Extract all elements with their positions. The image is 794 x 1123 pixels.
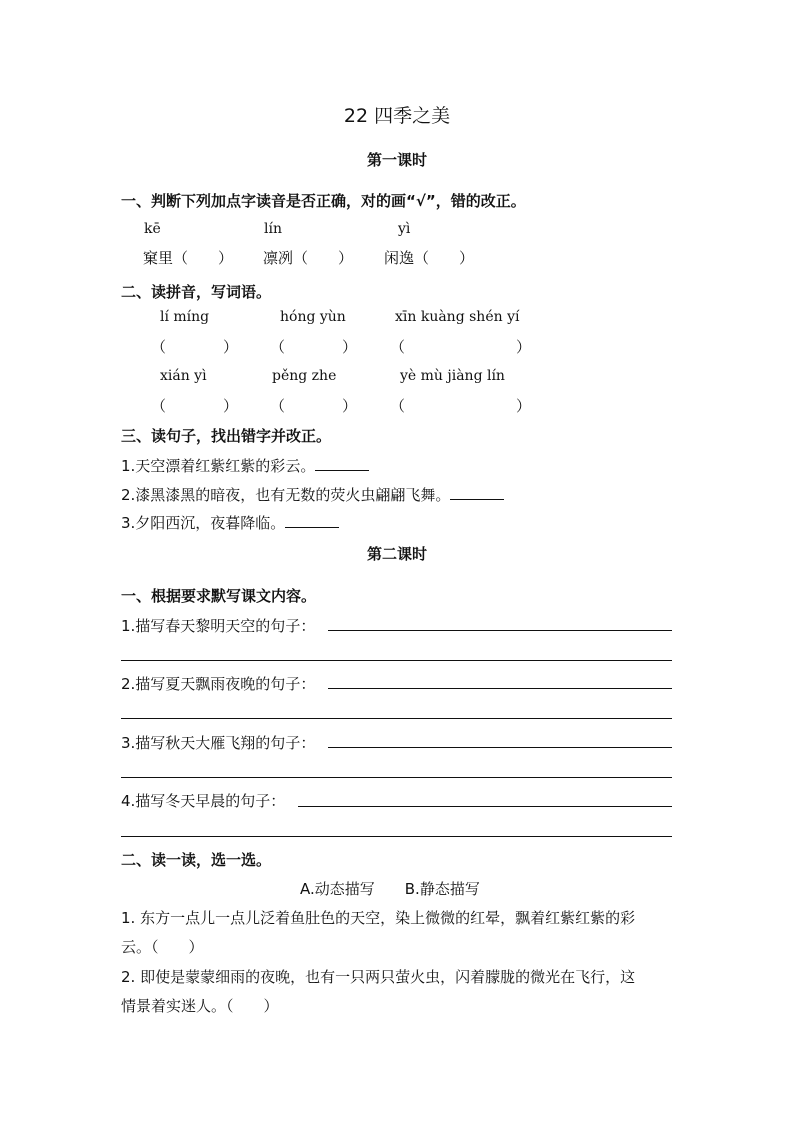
page-title: 22 四季之美 <box>343 105 451 127</box>
answer-line[interactable] <box>121 718 672 719</box>
pinyin-pengzhe: pěng zhe <box>272 368 337 384</box>
choice-item-2-line1: 2. 即使是蒙蒙细雨的夜晚，也有一只两只萤火虫，闪着朦胧的微光在飞行，这 <box>121 968 636 986</box>
recite-1-label: 1.描写春天黎明天空的句子： <box>121 617 316 635</box>
answer-line[interactable] <box>121 836 672 837</box>
choice-options: A.动态描写 B.静态描写 <box>300 880 480 898</box>
answer-blank[interactable] <box>450 485 504 500</box>
pinyin-liming: lí míng <box>160 309 210 325</box>
pinyin-xinkuangshenyi: xīn kuàng shén yí <box>395 309 520 325</box>
answer-line[interactable] <box>121 777 672 778</box>
answer-line[interactable] <box>328 630 672 631</box>
lesson1-q1-heading: 一、判断下列加点字读音是否正确，对的画“√”，错的改正。 <box>121 192 526 210</box>
pinyin-xianyi: xián yì <box>160 368 207 384</box>
answer-paren-open: （ <box>270 397 286 415</box>
recite-3-label: 3.描写秋天大雁飞翔的句子： <box>121 734 316 752</box>
pinyin-hongyun: hóng yùn <box>280 309 346 325</box>
lesson2-heading: 第二课时 <box>366 545 427 563</box>
answer-paren-close: ） <box>223 338 239 356</box>
recite-4-label: 4.描写冬天早晨的句子： <box>121 792 286 810</box>
answer-paren-open: （ <box>390 397 406 415</box>
answer-blank[interactable] <box>315 456 369 471</box>
lesson1-q2-heading: 二、读拼音，写词语。 <box>121 283 272 301</box>
lesson2-q1-heading: 一、根据要求默写课文内容。 <box>121 587 317 605</box>
answer-paren-open: （ <box>151 397 167 415</box>
sentence-2 <box>121 484 504 505</box>
answer-paren-close: ） <box>516 397 532 415</box>
item-xianyi: 闲逸（ ） <box>384 249 475 267</box>
answer-line[interactable] <box>298 806 672 807</box>
answer-paren-open: （ <box>390 338 406 356</box>
answer-paren-close: ） <box>223 397 239 415</box>
pinyin-ke: kē <box>144 221 161 237</box>
sentence-1 <box>121 455 369 476</box>
lesson1-q3-heading: 三、读句子，找出错字并改正。 <box>121 427 332 445</box>
sentence-1-text: 1.天空漂着红紫红紫的彩云。 <box>121 457 316 475</box>
answer-paren-open: （ <box>270 338 286 356</box>
sentence-2-text: 2.漆黑漆黑的暗夜，也有无数的荧火虫翩翩飞舞。 <box>121 486 451 504</box>
answer-line[interactable] <box>328 747 672 748</box>
lesson2-q2-heading: 二、读一读，选一选。 <box>121 851 272 869</box>
choice-item-1-line1: 1. 东方一点儿一点儿泛着鱼肚色的天空，染上微微的红晕，飘着红紫红紫的彩 <box>121 909 636 927</box>
answer-paren-open: （ <box>151 338 167 356</box>
choice-item-1-line2: 云。（ ） <box>121 938 204 956</box>
answer-paren-close: ） <box>342 397 358 415</box>
answer-line[interactable] <box>121 660 672 661</box>
item-linlie: 凛冽（ ） <box>263 249 354 267</box>
sentence-3-text: 3.夕阳西沉，夜暮降临。 <box>121 514 286 532</box>
sentence-3 <box>121 512 339 533</box>
choice-item-2-line2: 情景着实迷人。（ ） <box>121 997 279 1015</box>
item-keli: 窠里（ ） <box>143 249 234 267</box>
answer-line[interactable] <box>328 688 672 689</box>
pinyin-lin: lín <box>264 221 282 237</box>
lesson1-heading: 第一课时 <box>366 151 427 169</box>
pinyin-yemujianglin: yè mù jiàng lín <box>400 368 505 384</box>
answer-paren-close: ） <box>516 338 532 356</box>
answer-paren-close: ） <box>342 338 358 356</box>
pinyin-yi: yì <box>398 221 411 237</box>
recite-2-label: 2.描写夏天飘雨夜晚的句子： <box>121 675 316 693</box>
answer-blank[interactable] <box>285 513 339 528</box>
